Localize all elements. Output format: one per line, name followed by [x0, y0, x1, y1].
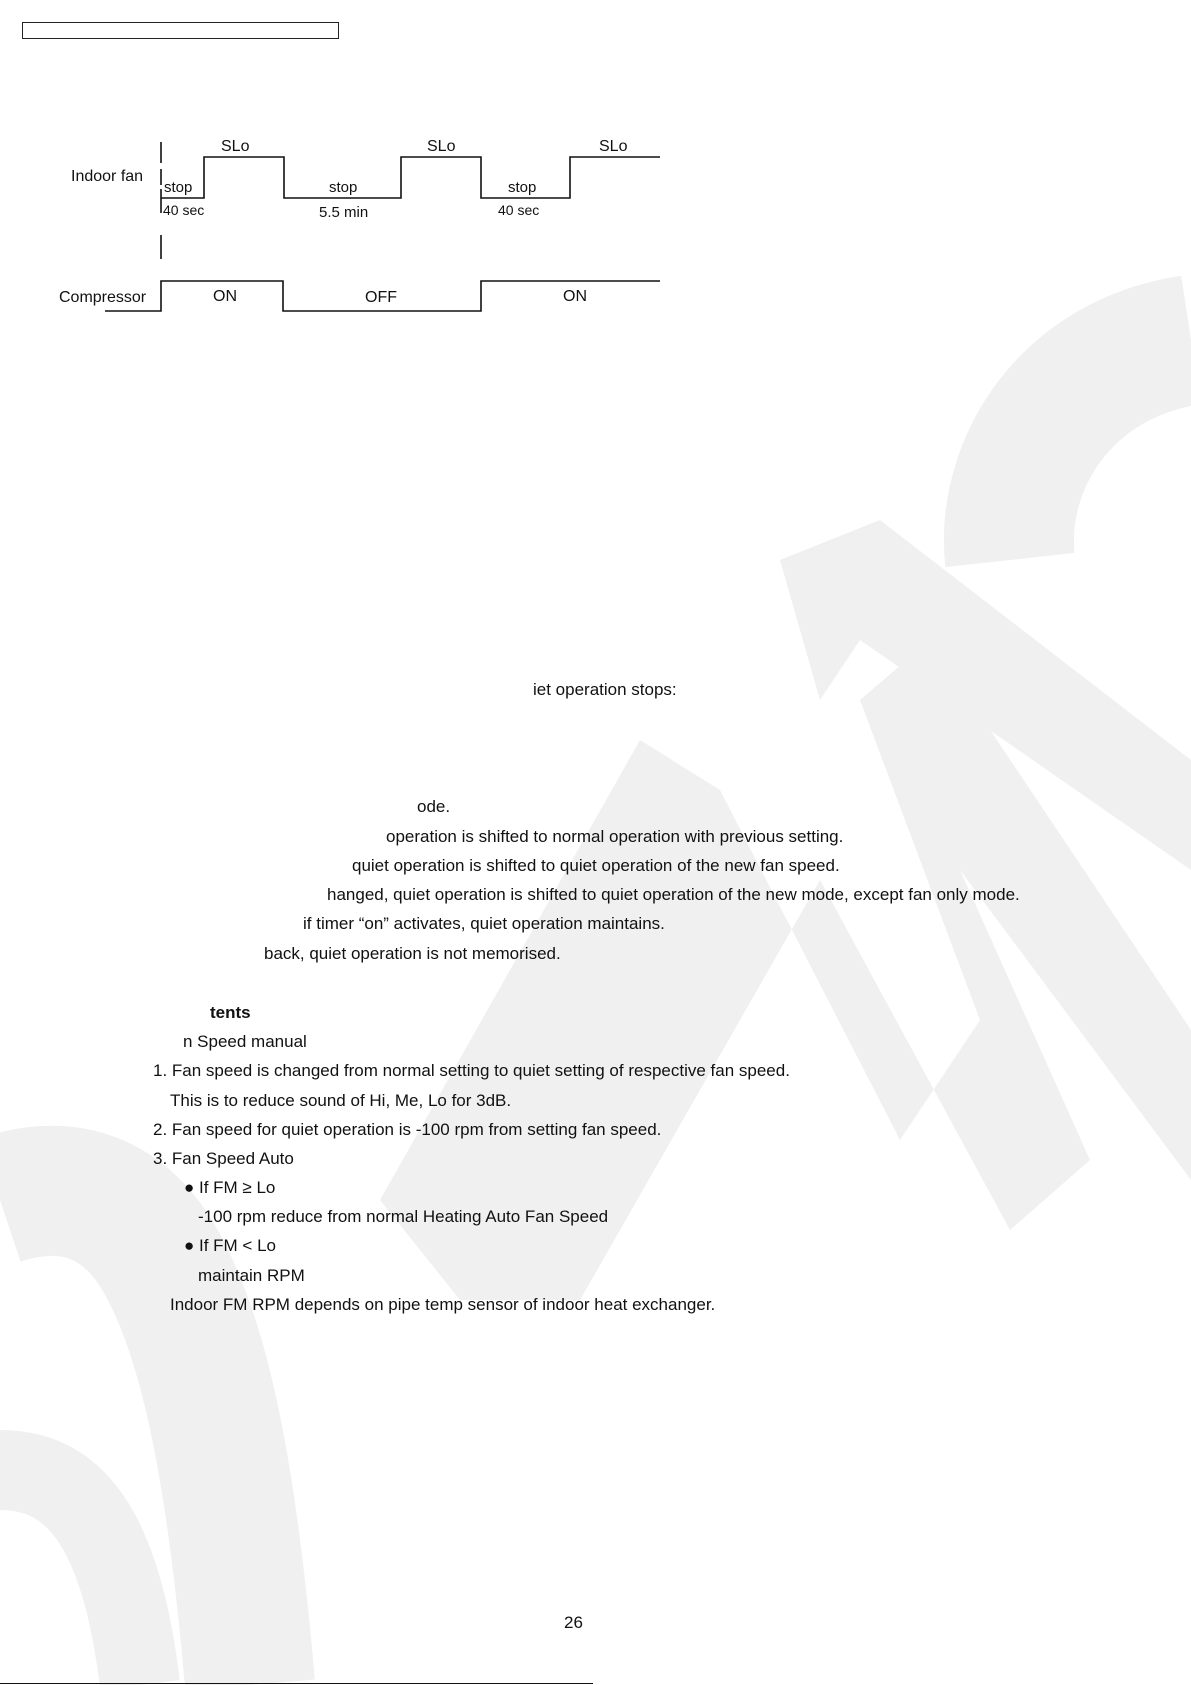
- page-number: 26: [564, 1613, 583, 1632]
- stop-label-2: stop: [329, 179, 358, 196]
- footer-rule: [0, 1683, 593, 1684]
- slo-label-2: SLo: [427, 138, 456, 155]
- stop-label-1: stop: [164, 179, 193, 196]
- slo-label-3: SLo: [599, 138, 628, 155]
- compressor-on-label-2: ON: [563, 288, 587, 305]
- text-line: iet operation stops:: [533, 680, 677, 699]
- bullet-item: ● If FM ≥ Lo: [184, 1178, 276, 1197]
- list-item: 2. Fan speed for quiet operation is -100 rpm from setting fan speed.: [153, 1120, 662, 1139]
- header-box: [22, 22, 339, 39]
- slo-label-1: SLo: [221, 138, 250, 155]
- duration-label-2: 5.5 min: [319, 204, 369, 221]
- duration-label-3: 40 sec: [498, 202, 540, 218]
- bullet-item: ● If FM < Lo: [184, 1236, 276, 1255]
- bullet-detail: -100 rpm reduce from normal Heating Auto Fan Speed: [198, 1207, 609, 1226]
- text-line: hanged, quiet operation is shifted to quiet operation of the new mode, except fan only mode.: [327, 885, 1020, 904]
- list-item: 1. Fan speed is changed from normal setting to quiet setting of respective fan speed.: [153, 1061, 790, 1080]
- text-line: back, quiet operation is not memorised.: [264, 944, 561, 963]
- stop-label-3: stop: [508, 179, 537, 196]
- text-line: ode.: [417, 797, 451, 816]
- text-line: operation is shifted to normal operation with previous setting.: [386, 827, 844, 846]
- subheading: n Speed manual: [183, 1032, 307, 1051]
- compressor-label: Compressor: [59, 289, 147, 306]
- indoor-fan-label: Indoor fan: [71, 168, 144, 185]
- text-line: quiet operation is shifted to quiet operation of the new fan speed.: [352, 856, 840, 875]
- bullet-detail: maintain RPM: [198, 1266, 305, 1285]
- section-heading: tents: [210, 1003, 251, 1022]
- indoor-fan-waveform: [161, 157, 660, 198]
- duration-label-1: 40 sec: [163, 202, 205, 218]
- timing-diagram: [40, 125, 680, 325]
- compressor-off-label: OFF: [365, 289, 397, 306]
- list-item: 3. Fan Speed Auto: [153, 1149, 294, 1168]
- note-line: Indoor FM RPM depends on pipe temp sensor of indoor heat exchanger.: [170, 1295, 716, 1314]
- compressor-on-label-1: ON: [213, 288, 237, 305]
- text-line: if timer “on” activates, quiet operation maintains.: [303, 914, 665, 933]
- list-item-note: This is to reduce sound of Hi, Me, Lo for 3dB.: [170, 1091, 512, 1110]
